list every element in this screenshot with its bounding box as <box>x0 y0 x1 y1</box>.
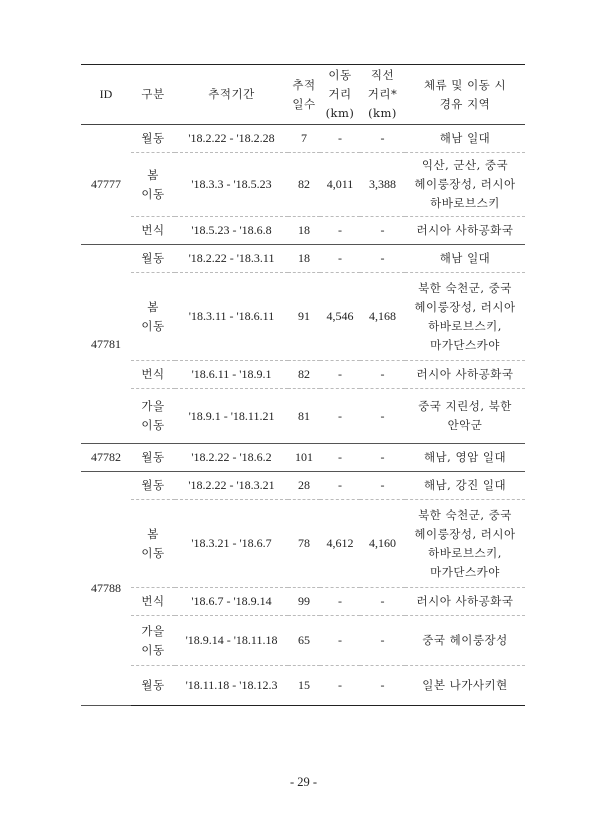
cell-region: 해남, 영암 일대 <box>405 444 525 472</box>
cell-id: 47781 <box>81 245 131 444</box>
cell-straight-distance: 4,160 <box>360 500 405 588</box>
table-row <box>81 273 525 361</box>
cell-period: '18.2.22 - '18.6.2 <box>175 444 288 472</box>
header-distance: 이동 거리 (km) <box>320 65 360 125</box>
cell-straight-distance: - <box>360 389 405 444</box>
cell-days: 18 <box>288 245 320 273</box>
cell-straight-distance: - <box>360 125 405 153</box>
cell-straight-distance: - <box>360 666 405 706</box>
cell-distance: - <box>320 389 360 444</box>
cell-region: 해남 일대 <box>405 245 525 273</box>
table-row <box>81 588 525 616</box>
cell-period: '18.5.23 - '18.6.8 <box>175 217 288 245</box>
cell-days: 101 <box>288 444 320 472</box>
cell-days: 91 <box>288 273 320 361</box>
cell-region: 중국 헤이룽장성 <box>405 616 525 666</box>
header-id: ID <box>81 65 131 125</box>
cell-period: '18.11.18 - '18.12.3 <box>175 666 288 706</box>
cell-days: 78 <box>288 500 320 588</box>
cell-straight-distance: 4,168 <box>360 273 405 361</box>
cell-type: 월동 <box>131 444 175 472</box>
cell-region: 러시아 사하공화국 <box>405 588 525 616</box>
cell-distance: 4,546 <box>320 273 360 361</box>
cell-type: 번식 <box>131 217 175 245</box>
table-row <box>81 217 525 245</box>
table-row <box>81 666 525 706</box>
cell-type: 월동 <box>131 666 175 706</box>
table-row <box>81 444 525 472</box>
table-row <box>81 389 525 444</box>
cell-period: '18.3.21 - '18.6.7 <box>175 500 288 588</box>
cell-straight-distance: - <box>360 472 405 500</box>
cell-days: 82 <box>288 153 320 217</box>
cell-distance: - <box>320 666 360 706</box>
cell-period: '18.2.22 - '18.2.28 <box>175 125 288 153</box>
cell-days: 18 <box>288 217 320 245</box>
cell-days: 82 <box>288 361 320 389</box>
cell-distance: - <box>320 245 360 273</box>
table-header-row <box>81 65 525 125</box>
cell-type: 번식 <box>131 588 175 616</box>
cell-id: 47782 <box>81 444 131 472</box>
cell-type: 월동 <box>131 125 175 153</box>
cell-region: 러시아 사하공화국 <box>405 217 525 245</box>
cell-region: 러시아 사하공화국 <box>405 361 525 389</box>
table-body <box>81 125 525 706</box>
cell-straight-distance: - <box>360 245 405 273</box>
table-row <box>81 125 525 153</box>
cell-type: 봄 이동 <box>131 273 175 361</box>
cell-period: '18.6.11 - '18.9.1 <box>175 361 288 389</box>
header-region: 체류 및 이동 시 경유 지역 <box>405 65 525 125</box>
table-row <box>81 153 525 217</box>
cell-days: 15 <box>288 666 320 706</box>
cell-type: 가을 이동 <box>131 389 175 444</box>
cell-type: 월동 <box>131 472 175 500</box>
cell-region: 일본 나가사키현 <box>405 666 525 706</box>
table-row <box>81 361 525 389</box>
cell-period: '18.3.11 - '18.6.11 <box>175 273 288 361</box>
cell-distance: - <box>320 125 360 153</box>
cell-distance: - <box>320 217 360 245</box>
cell-straight-distance: - <box>360 444 405 472</box>
cell-region: 해남 일대 <box>405 125 525 153</box>
cell-distance: 4,612 <box>320 500 360 588</box>
table-row <box>81 472 525 500</box>
page-number: - 29 - <box>289 775 318 789</box>
cell-period: '18.2.22 - '18.3.21 <box>175 472 288 500</box>
cell-id: 47777 <box>81 125 131 245</box>
cell-days: 28 <box>288 472 320 500</box>
header-period: 추적기간 <box>175 65 288 125</box>
cell-distance: - <box>320 361 360 389</box>
tracking-table <box>81 64 525 706</box>
cell-id: 47788 <box>81 472 131 706</box>
cell-period: '18.6.7 - '18.9.14 <box>175 588 288 616</box>
header-straight-distance: 직선 거리* (km) <box>360 65 405 125</box>
cell-distance: 4,011 <box>320 153 360 217</box>
table-row <box>81 245 525 273</box>
cell-straight-distance: - <box>360 217 405 245</box>
cell-distance: - <box>320 444 360 472</box>
cell-distance: - <box>320 588 360 616</box>
cell-region: 중국 지린성, 북한 안악군 <box>405 389 525 444</box>
table-row <box>81 500 525 588</box>
table-row <box>81 616 525 666</box>
cell-straight-distance: - <box>360 361 405 389</box>
cell-type: 봄 이동 <box>131 500 175 588</box>
header-days: 추적 일수 <box>288 65 320 125</box>
cell-days: 99 <box>288 588 320 616</box>
cell-period: '18.2.22 - '18.3.11 <box>175 245 288 273</box>
cell-region: 북한 숙천군, 중국 헤이룽장성, 러시아 하바로브스키, 마가단스카야 <box>405 500 525 588</box>
cell-days: 7 <box>288 125 320 153</box>
cell-period: '18.9.14 - '18.11.18 <box>175 616 288 666</box>
cell-region: 익산, 군산, 중국 헤이룽장성, 러시아 하바로브스키 <box>405 153 525 217</box>
cell-distance: - <box>320 472 360 500</box>
cell-type: 번식 <box>131 361 175 389</box>
cell-region: 해남, 강진 일대 <box>405 472 525 500</box>
cell-days: 81 <box>288 389 320 444</box>
cell-period: '18.3.3 - '18.5.23 <box>175 153 288 217</box>
cell-type: 가을 이동 <box>131 616 175 666</box>
cell-straight-distance: 3,388 <box>360 153 405 217</box>
cell-type: 봄 이동 <box>131 153 175 217</box>
header-type: 구분 <box>131 65 175 125</box>
cell-region: 북한 숙천군, 중국 헤이룽장성, 러시아 하바로브스키, 마가단스카야 <box>405 273 525 361</box>
cell-days: 65 <box>288 616 320 666</box>
cell-period: '18.9.1 - '18.11.21 <box>175 389 288 444</box>
cell-straight-distance: - <box>360 616 405 666</box>
cell-distance: - <box>320 616 360 666</box>
cell-straight-distance: - <box>360 588 405 616</box>
cell-type: 월동 <box>131 245 175 273</box>
